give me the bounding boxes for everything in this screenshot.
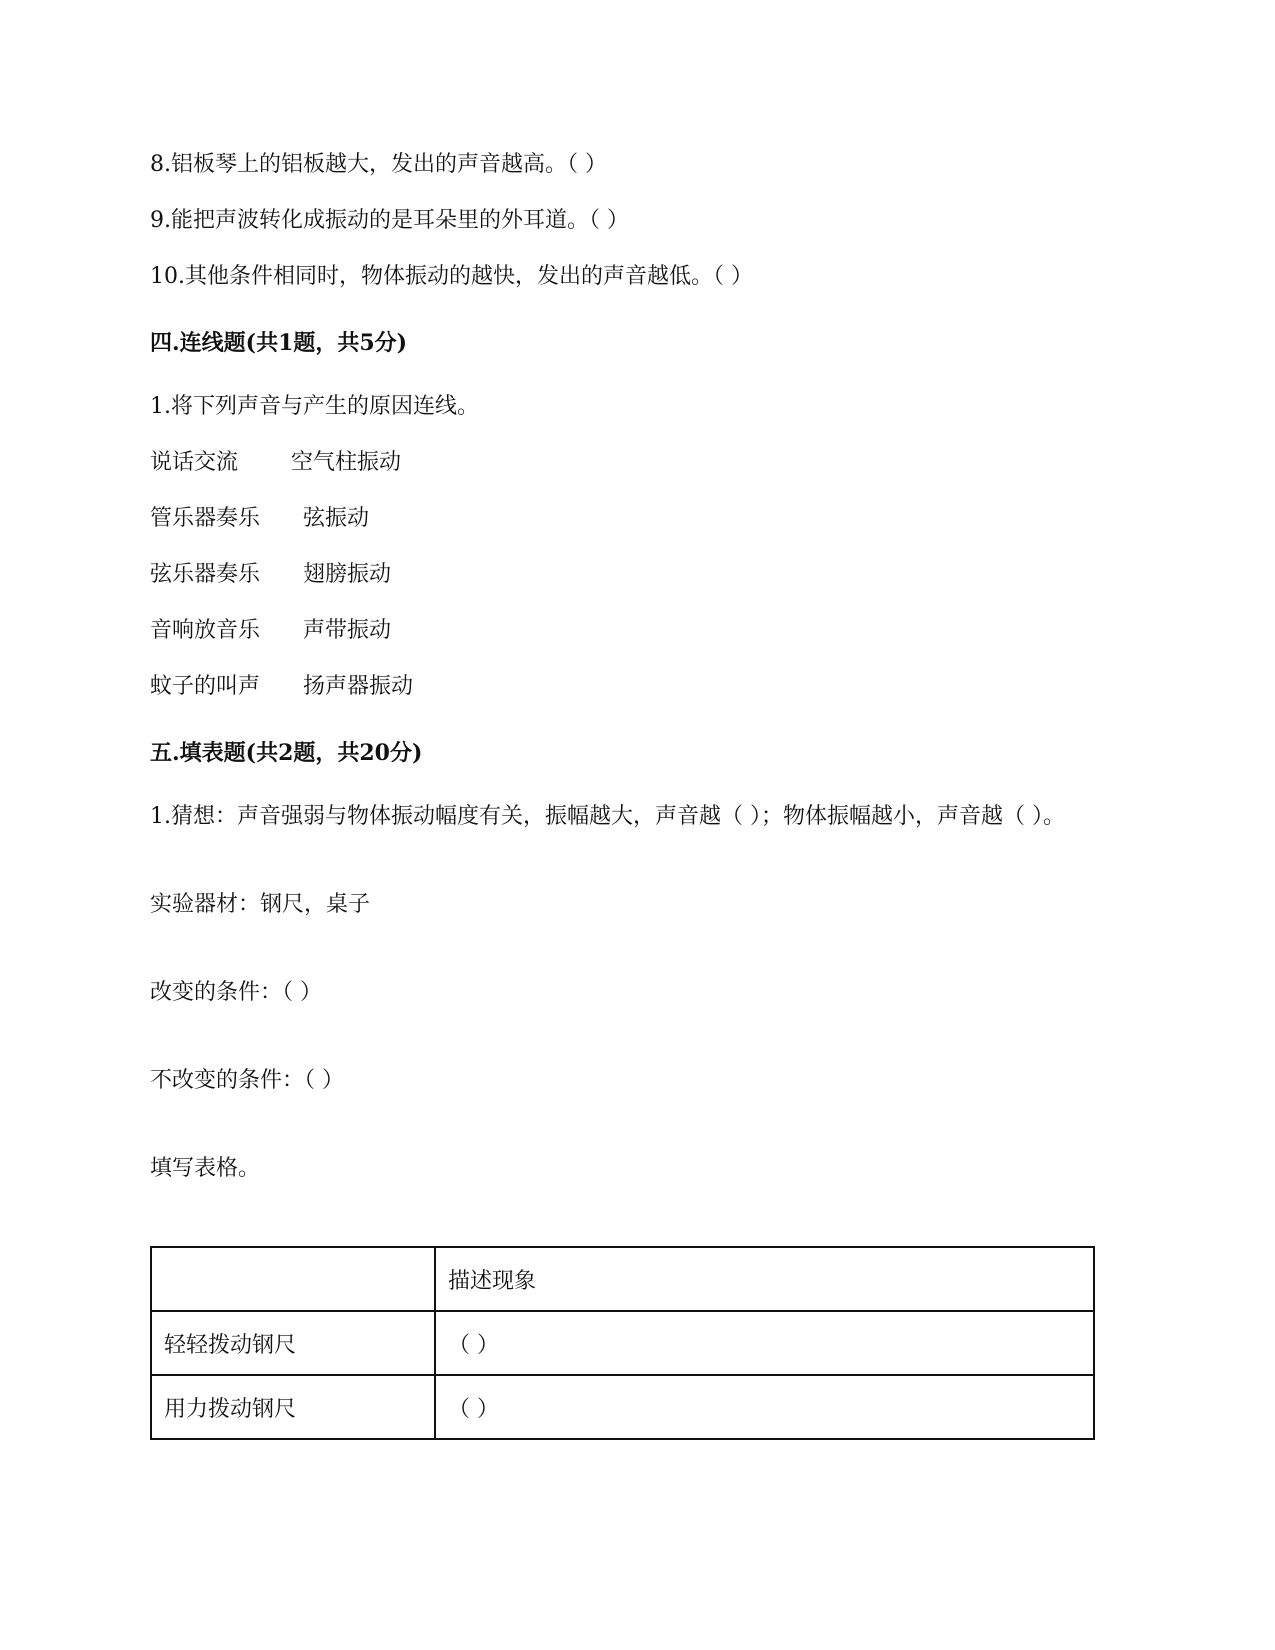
match-row-5 <box>150 672 414 702</box>
table-header-cell <box>151 1247 435 1311</box>
match-left-item: 弦乐器奏乐 <box>150 562 261 587</box>
section-4-heading: 四.连线题(共1题，共5分) <box>150 330 408 356</box>
match-row-3 <box>150 560 392 590</box>
question-8: 8.铝板琴上的铝板越大，发出的声音越高。（ ） <box>150 152 607 177</box>
fill-table-prompt: 填写表格。 <box>150 1156 261 1181</box>
table-header-row <box>151 1247 1094 1311</box>
match-left-item: 蚊子的叫声 <box>150 674 261 699</box>
section-5-heading: 五.填表题(共2题，共20分) <box>150 740 423 766</box>
match-right-item: 空气柱振动 <box>291 450 402 475</box>
match-row-1 <box>150 448 402 478</box>
match-left-item: 音响放音乐 <box>150 618 261 643</box>
table-row <box>151 1311 1094 1375</box>
match-left-item: 管乐器奏乐 <box>150 506 261 531</box>
table-header-cell: 描述现象 <box>435 1247 1094 1311</box>
table-row-label: 轻轻拨动钢尺 <box>151 1311 435 1375</box>
table-answer-blank[interactable]: （ ） <box>435 1311 1094 1375</box>
table-answer-blank[interactable]: （ ） <box>435 1375 1094 1439</box>
observation-table <box>150 1246 1095 1440</box>
match-row-4 <box>150 616 392 646</box>
question-10: 10.其他条件相同时，物体振动的越快，发出的声音越低。（ ） <box>150 264 753 289</box>
table-row-label: 用力拨动钢尺 <box>151 1375 435 1439</box>
section-5-question: 1.猜想：声音强弱与物体振动幅度有关，振幅越大，声音越（ ）；物体振幅越小，声音越（ ）。 <box>150 804 1065 829</box>
question-9: 9.能把声波转化成振动的是耳朵里的外耳道。（ ） <box>150 208 629 233</box>
match-left-item: 说话交流 <box>150 450 239 475</box>
match-right-item: 扬声器振动 <box>303 674 414 699</box>
changed-condition-line: 改变的条件：（ ） <box>150 980 322 1005</box>
match-right-item: 翅膀振动 <box>303 562 392 587</box>
match-right-item: 声带振动 <box>303 618 392 643</box>
materials-line: 实验器材：钢尺，桌子 <box>150 892 371 917</box>
unchanged-condition-line: 不改变的条件：（ ） <box>150 1068 344 1093</box>
section-4-question: 1.将下列声音与产生的原因连线。 <box>150 394 479 419</box>
match-right-item: 弦振动 <box>303 506 370 531</box>
table-row <box>151 1375 1094 1439</box>
match-row-2 <box>150 504 370 534</box>
